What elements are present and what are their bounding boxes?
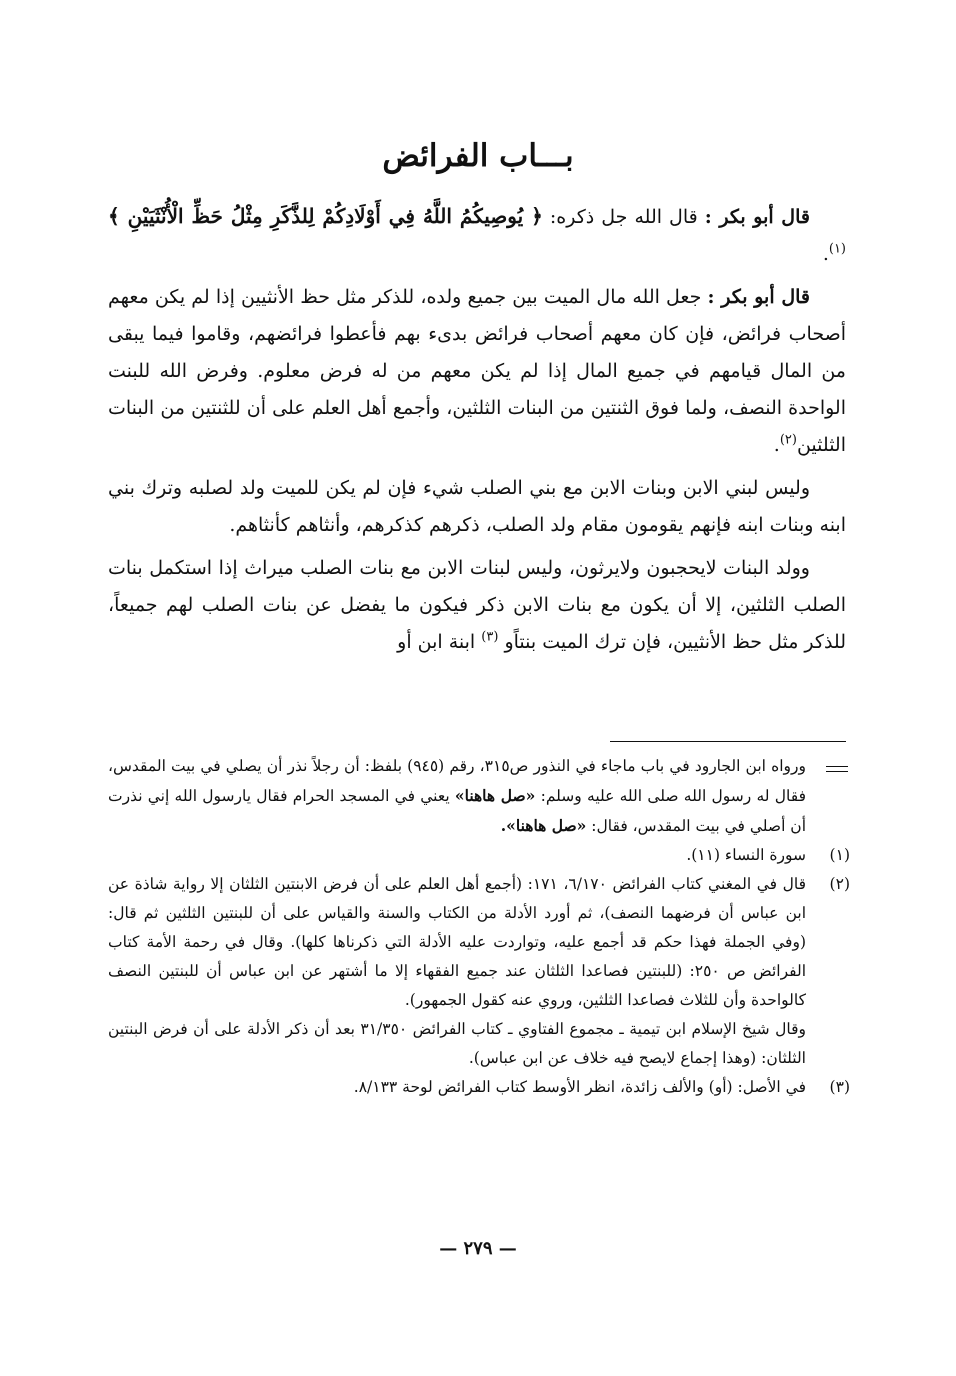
footnote-ref[interactable]: (١) (828, 241, 846, 257)
paragraph-end: . (773, 434, 780, 456)
footnote-ref[interactable]: (٣) (481, 629, 499, 645)
footnote-text: سورة النساء (١١). (686, 846, 806, 864)
footnote-2 (108, 870, 850, 1015)
continuation-mark-icon (806, 752, 850, 781)
footnote-text: قال في المغني كتاب الفرائض ٦/١٧٠، ١٧١: (أجمع أهل العلم على أن فرض الابنتين الثلثان إلا رواية شاذة عن ابن عباس أن فرضهما النصف)، ثم أورد الأدلة من الكتاب والسنة والقياس على أن للبنتين الثلثين ثم قال: (وفي الجملة فهذا حكم قد أجمع عليه، وتواردت عليه الأدلة التي ذكرناها كلها). وقال في رحمة الأمة كتاب الفرائض ص ٢٥٠: (للبنتين فصاعدا الثلثان عند جميع الفقهاء إلا ما أشتهر عن ابن عباس أن للبنتين النصف كالواحدة وأن للثلاث فصاعدا الثلثين، وروي عنه كقول الجمهور). (108, 875, 806, 1009)
chapter-title: بـــاب الفرائض (382, 138, 574, 174)
footnote-divider (610, 741, 846, 742)
footnote-text (108, 752, 806, 841)
paragraph-tail: ابنة ابن أو (397, 631, 476, 653)
footnote-number: (٣) (829, 1078, 850, 1096)
hadith-quote: «صل هاهنا» (454, 786, 536, 805)
footnote-part: ورواه ابن الجارود في باب ماجاء في النذور ص٣١٥، رقم (٩٤٥) بلفظ: أن رجلاً نذر أن يصلي في بيت المقدس، فقال له رسول الله صلى الله عليه وسلم: (108, 757, 806, 805)
paragraph-end: . (822, 243, 829, 265)
paragraph-text: جعل الله مال الميت بين جميع ولده، للذكر مثل حظ الأنثيين إذا لم يكن معهم أصحاب فرائض، فإن كان معهم أصحاب فرائض بدىء بهم فأعطوا فرائضهم، وقاموا فيما يبقى من المال قيامهم في جميع المال إذا لم يكن معهم من له فرض معلوم. وفرض الله للبنت الواحدة النصف، ولما فوق الثنتين من البنات الثلثين، وأجمع أهل العلم على أن للثنتين من البنات الثلثين (108, 286, 846, 456)
paragraph-text: وليس لبني الابن وبنات الابن مع بني الصلب شيء فإن لم يكن للميت ولد لصلبه وترك بني ابنه وبنات ابنه فإنهم يقومون مقام ولد الصلب، ذكرهم كذكرهم، وأنثاهم كأنثاهم. (108, 477, 846, 536)
speaker-label: قال أبو بكر : (707, 286, 810, 308)
footnote-part: يعني في المسجد الحرام فقال يارسول الله إني نذرت أن أصلي في بيت المقدس، فقال: (108, 787, 806, 835)
footnotes (108, 752, 850, 1102)
footnote-number: (١) (829, 846, 850, 864)
footnote-3 (108, 1073, 850, 1102)
paragraph-1 (108, 198, 846, 273)
footnote-continuation (108, 752, 850, 841)
footnote-text: في الأصل: (أو) والألف زائدة، انظر الأوسط كتاب الفرائض لوحة ٨/١٣٣. (353, 1078, 806, 1096)
paragraph-text: قال الله جل ذكره: (549, 206, 698, 228)
footnote-ref[interactable]: (٢) (779, 432, 797, 448)
footnote-1 (108, 841, 850, 870)
paragraph-4 (108, 550, 846, 661)
quran-verse: ﴿ يُوصِيكُمُ اللَّهُ فِي أَوْلَادِكُمْ لِلذَّكَرِ مِثْلُ حَظِّ الْأُنْثَيَيْنِ ﴾ (108, 204, 543, 228)
page-number: — ٢٧٩ — (439, 1238, 517, 1259)
hadith-quote: «صل هاهنا». (500, 816, 587, 835)
speaker-label: قال أبو بكر : (704, 206, 810, 228)
footnote-2-continuation: وقال شيخ الإسلام ابن تيمية ـ مجموع الفتاوي ـ كتاب الفرائض ٣١/٣٥٠ بعد أن ذكر الأدلة على أن فرض البنتين الثلثان: (وهذا إجماع لايصح فيه خلاف عن ابن عباس). (108, 1020, 806, 1067)
main-text (108, 198, 846, 667)
footnote-number: (٢) (829, 875, 850, 893)
paragraph-3 (108, 470, 846, 544)
paragraph-2 (108, 279, 846, 464)
paragraph-text: وولد البنات لايحجبون ولايرثون، وليس لبنات الابن مع بنات الصلب ميراث إذا استكمل بنات الصلب الثلثين، إلا أن يكون مع بنات الابن ذكر فيكون ما يفضل عن بنات الصلب لهم جميعاً، للذكر مثل حظ الأنثيين، فإن ترك الميت بنتاًو (108, 557, 846, 653)
